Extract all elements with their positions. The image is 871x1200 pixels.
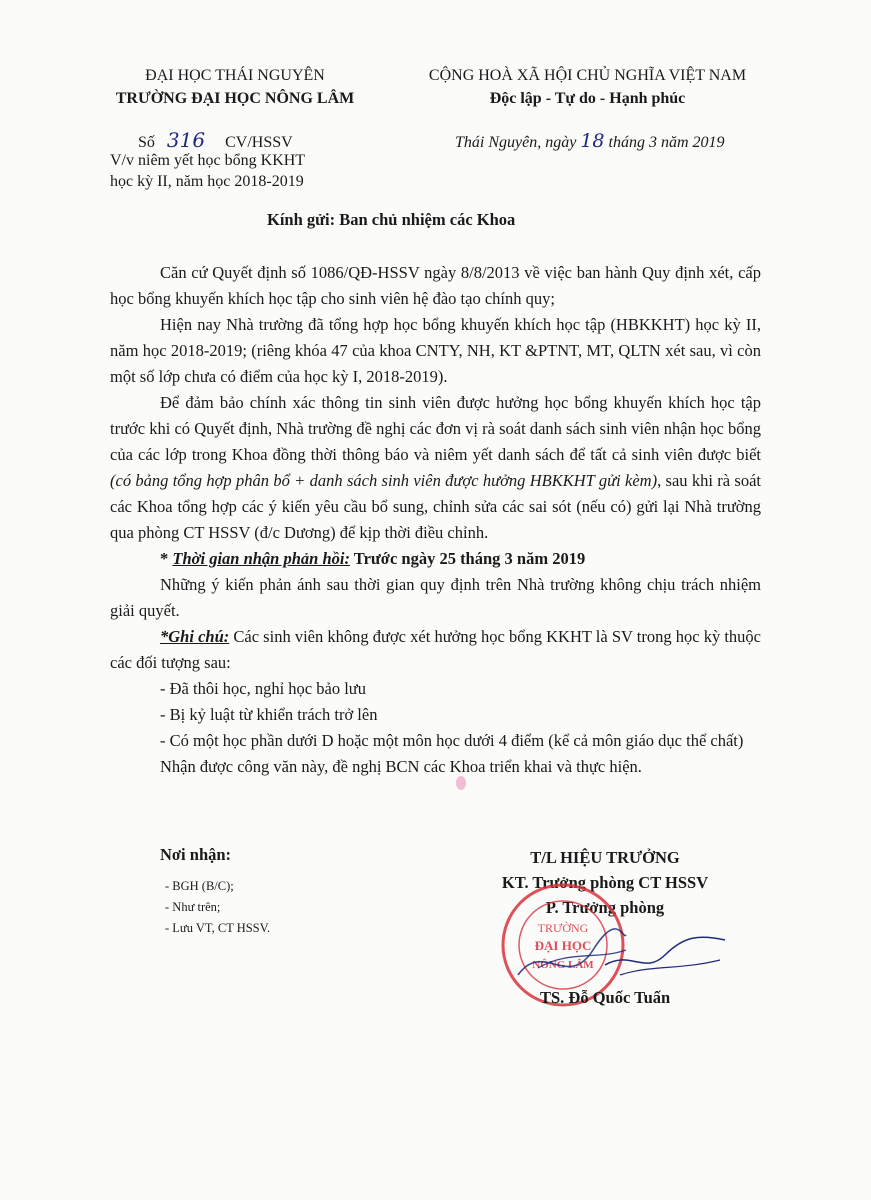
stamp-text-1: TRƯỜNG <box>537 921 589 935</box>
university-name: ĐẠI HỌC THÁI NGUYÊN <box>145 67 325 84</box>
subject-line-2: học kỳ II, năm học 2018-2019 <box>110 173 304 190</box>
school-name: TRƯỜNG ĐẠI HỌC NÔNG LÂM <box>115 90 355 107</box>
so-code: CV/HSSV <box>225 134 293 151</box>
signer-name: TS. Đỗ Quốc Tuấn <box>540 988 671 1007</box>
recipient-item: - Lưu VT, CT HSSV. <box>165 921 271 935</box>
subject-line-1: V/v niêm yết học bổng KKHT <box>110 152 306 169</box>
document-date <box>455 130 725 152</box>
date-day-handwritten: 18 <box>580 130 605 152</box>
paragraph-legal-basis: Căn cứ Quyết định số 1086/QĐ-HSSV ngày 8/8/2013 về việc ban hành Quy định xét, cấp học bổng khuyến khích học tập cho sinh viên hệ đào tạo chính quy; <box>110 263 761 308</box>
date-suffix: tháng 3 năm 2019 <box>608 134 725 151</box>
paragraph-closing: Nhận được công văn này, đề nghị BCN các Khoa triển khai và thực hiện. <box>160 757 642 776</box>
note-label: *Ghi chú: <box>160 627 230 646</box>
stamp-text-2: ĐẠI HỌC <box>534 938 592 953</box>
deadline-star: * <box>160 549 173 568</box>
paragraph-late-feedback: Những ý kiến phản ánh sau thời gian quy định trên Nhà trường không chịu trách nhiệm giải quyết. <box>110 575 761 620</box>
ink-mark <box>456 776 466 790</box>
recipient-item: - BGH (B/C); <box>165 879 234 893</box>
document-body <box>110 260 761 780</box>
sign-position: KT. Trưởng phòng CT HSSV <box>501 873 709 892</box>
document-subject <box>110 150 305 192</box>
exclusion-item-1: - Đã thôi học, nghỉ học bảo lưu <box>160 679 366 698</box>
deadline-line <box>110 546 761 572</box>
exclusion-item-3: - Có một học phần dưới D hoặc một môn học dưới 4 điểm (kể cả môn giáo dục thể chất) <box>160 731 744 750</box>
exclusion-item-2: - Bị kỷ luật từ khiển trách trở lên <box>160 705 378 724</box>
request-text-a: Để đảm bảo chính xác thông tin sinh viên được hưởng học bổng khuyến khích học tập trước khi có Quyết định, Nhà trường đề nghị các đơn vị rà soát danh sách sinh viên nhận học bổng của các lớp trong Khoa đồng thời thông báo và niêm yết danh sách để tất cả sinh viên được biết <box>110 393 761 464</box>
deadline-label: Thời gian nhận phản hồi: <box>172 549 350 568</box>
sign-authority: T/L HIỆU TRƯỞNG <box>530 848 680 867</box>
request-attachment-note: (có bảng tổng hợp phân bổ + danh sách sinh viên được hưởng HBKKHT gửi kèm) <box>110 471 658 490</box>
request-text-b: , sau khi rà soát các Khoa tổng hợp các ý kiến yêu cầu bổ sung, chỉnh sửa các sai sót (nếu có) gửi lại Nhà trường qua phòng CT HSSV (đ/c Dương) để kịp thời điều chỉnh. <box>110 471 761 542</box>
so-number-handwritten: 316 <box>166 128 206 152</box>
note-paragraph <box>110 624 761 676</box>
paragraph-summary: Hiện nay Nhà trường đã tổng hợp học bổng khuyến khích học tập (HBKKHT) học kỳ II, năm học 2018-2019; (riêng khóa 47 của khoa CNTY, NH, KT &PTNT, MT, QLTN xét sau, vì còn một số lớp chưa có điểm của học kỳ I, 2018-2019). <box>110 315 761 386</box>
sign-role: P. Trưởng phòng <box>545 898 665 917</box>
note-text: Các sinh viên không được xét hưởng học bổng KKHT là SV trong học kỳ thuộc các đối tượng sau: <box>110 627 761 672</box>
country-title: CỘNG HOÀ XÃ HỘI CHỦ NGHĨA VIỆT NAM <box>428 67 747 84</box>
signature-scribble-icon <box>600 920 730 990</box>
deadline-value: Trước ngày 25 tháng 3 năm 2019 <box>349 549 586 568</box>
so-label: Số <box>138 134 155 151</box>
document-number <box>138 128 293 152</box>
stamp-text-3: NÔNG LÂM <box>532 959 594 971</box>
paragraph-request <box>110 390 761 546</box>
recipients-list <box>165 876 270 939</box>
issuer-header <box>100 64 370 110</box>
addressee-line: Kính gửi: Ban chủ nhiệm các Khoa <box>267 210 516 229</box>
motto: Độc lập - Tự do - Hạnh phúc <box>489 90 686 107</box>
recipients-label: Nơi nhận: <box>160 845 232 864</box>
national-header <box>405 64 770 110</box>
recipient-item: - Như trên; <box>165 900 221 914</box>
date-prefix: Thái Nguyên, ngày <box>455 134 577 151</box>
